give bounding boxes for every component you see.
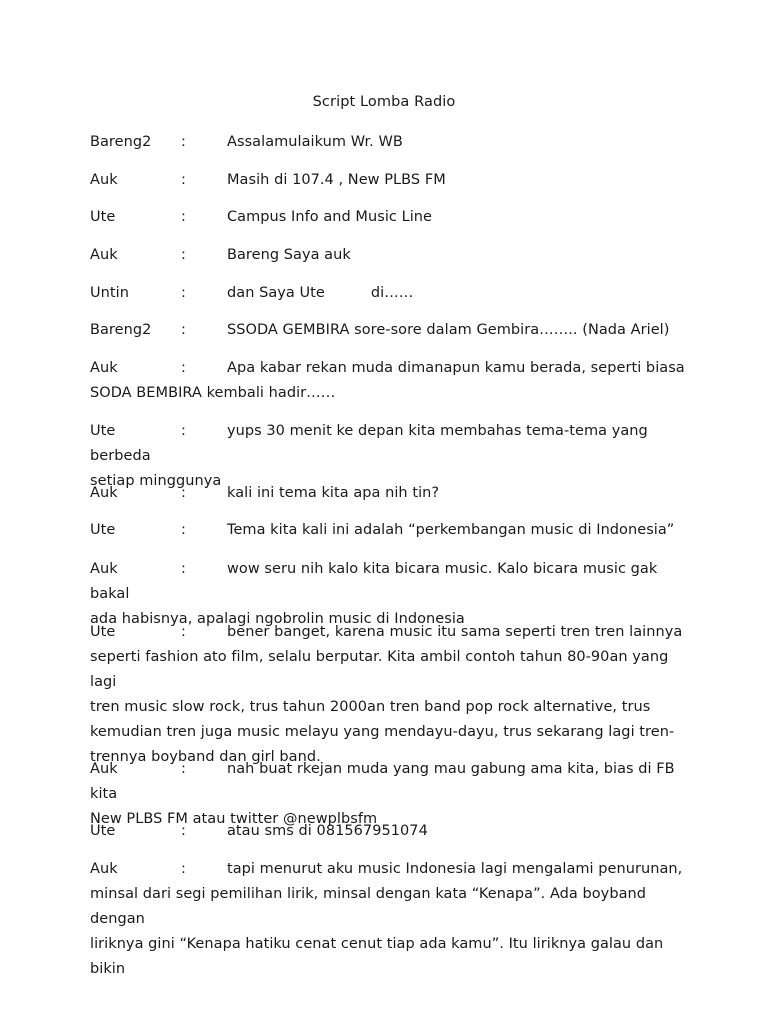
dialogue-line xyxy=(90,318,690,343)
speaker-colon: : xyxy=(181,172,186,188)
dialogue-line xyxy=(90,281,690,306)
speaker-colon: : xyxy=(181,761,186,777)
dialogue-text-tail: di…… xyxy=(370,285,414,301)
speaker-name: Auk xyxy=(90,561,118,577)
dialogue-line xyxy=(90,168,690,193)
dialogue-text: Assalamulaikum Wr. WB xyxy=(227,134,403,150)
speaker-name: Untin xyxy=(90,285,129,301)
dialogue-text: SSODA GEMBIRA sore-sore dalam Gembira…….. (Nada Ariel) xyxy=(227,322,670,338)
speaker-name: Ute xyxy=(90,209,116,225)
dialogue-continuation: tren music slow rock, trus tahun 2000an tren band pop rock alternative, trus xyxy=(90,699,651,715)
dialogue-line xyxy=(90,205,690,230)
dialogue-text: dan Saya Ute xyxy=(227,285,325,301)
speaker-name: Ute xyxy=(90,624,116,640)
dialogue-text: Apa kabar rekan muda dimanapun kamu berada, seperti biasa xyxy=(227,360,685,376)
dialogue-continuation: minsal dari segi pemilihan lirik, minsal dengan kata “Kenapa”. Ada boyband dengan xyxy=(90,886,647,927)
speaker-colon: : xyxy=(181,247,186,263)
dialogue-line xyxy=(90,620,690,770)
speaker-colon: : xyxy=(181,209,186,225)
speaker-name: Auk xyxy=(90,172,118,188)
dialogue-line xyxy=(90,356,690,406)
dialogue-text: Tema kita kali ini adalah “perkembangan music di Indonesia” xyxy=(227,522,675,538)
speaker-name: Ute xyxy=(90,423,116,439)
speaker-name: Bareng2 xyxy=(90,134,152,150)
dialogue-text: Bareng Saya auk xyxy=(227,247,351,263)
dialogue-line xyxy=(90,130,690,155)
dialogue-line xyxy=(90,518,690,543)
speaker-colon: : xyxy=(181,134,186,150)
dialogue-text: wow seru nih kalo kita bicara music. Kalo bicara music gak bakal xyxy=(90,561,658,602)
speaker-name: Ute xyxy=(90,522,116,538)
speaker-name: Auk xyxy=(90,861,118,877)
dialogue-text: nah buat rkejan muda yang mau gabung ama kita, bias di FB kita xyxy=(90,761,675,802)
dialogue-continuation: SODA BEMBIRA kembali hadir…… xyxy=(90,385,336,401)
speaker-colon: : xyxy=(181,561,186,577)
speaker-colon: : xyxy=(181,823,186,839)
dialogue-line xyxy=(90,857,690,982)
speaker-name: Bareng2 xyxy=(90,322,152,338)
speaker-colon: : xyxy=(181,285,186,301)
dialogue-continuation: kemudian tren juga music melayu yang mendayu-dayu, trus sekarang lagi tren- xyxy=(90,724,675,740)
dialogue-continuation: seperti fashion ato film, selalu berputar. Kita ambil contoh tahun 80-90an yang lagi xyxy=(90,649,669,690)
dialogue-continuation: ada habisnya, apalagi ngobrolin music di Indonesia xyxy=(90,611,465,627)
dialogue-line xyxy=(90,243,690,268)
speaker-name: Auk xyxy=(90,485,118,501)
speaker-name: Auk xyxy=(90,247,118,263)
dialogue-continuation: trennya boyband dan girl band. xyxy=(90,749,321,765)
speaker-colon: : xyxy=(181,423,186,439)
speaker-colon: : xyxy=(181,360,186,376)
speaker-colon: : xyxy=(181,522,186,538)
dialogue-continuation: setiap minggunya xyxy=(90,473,222,489)
dialogue-line xyxy=(90,481,690,506)
page-title: Script Lomba Radio xyxy=(312,94,456,110)
dialogue-text: Masih di 107.4 , New PLBS FM xyxy=(227,172,446,188)
dialogue-continuation: New PLBS FM atau twitter @newplbsfm xyxy=(90,811,378,827)
dialogue-text: Campus Info and Music Line xyxy=(227,209,433,225)
dialogue-continuation: liriknya gini “Kenapa hatiku cenat cenut tiap ada kamu”. Itu liriknya galau dan bikin xyxy=(90,936,664,977)
dialogue-text: atau sms di 081567951074 xyxy=(227,823,428,839)
dialogue-line xyxy=(90,819,690,844)
dialogue-text: yups 30 menit ke depan kita membahas tema-tema yang berbeda xyxy=(90,423,648,464)
speaker-name: Ute xyxy=(90,823,116,839)
speaker-name: Auk xyxy=(90,761,118,777)
speaker-colon: : xyxy=(181,485,186,501)
speaker-name: Auk xyxy=(90,360,118,376)
dialogue-text: kali ini tema kita apa nih tin? xyxy=(227,485,440,501)
dialogue-text: bener banget, karena music itu sama seperti tren tren lainnya xyxy=(227,624,683,640)
speaker-colon: : xyxy=(181,624,186,640)
dialogue-text: tapi menurut aku music Indonesia lagi mengalami penurunan, xyxy=(227,861,683,877)
speaker-colon: : xyxy=(181,861,186,877)
speaker-colon: : xyxy=(181,322,186,338)
